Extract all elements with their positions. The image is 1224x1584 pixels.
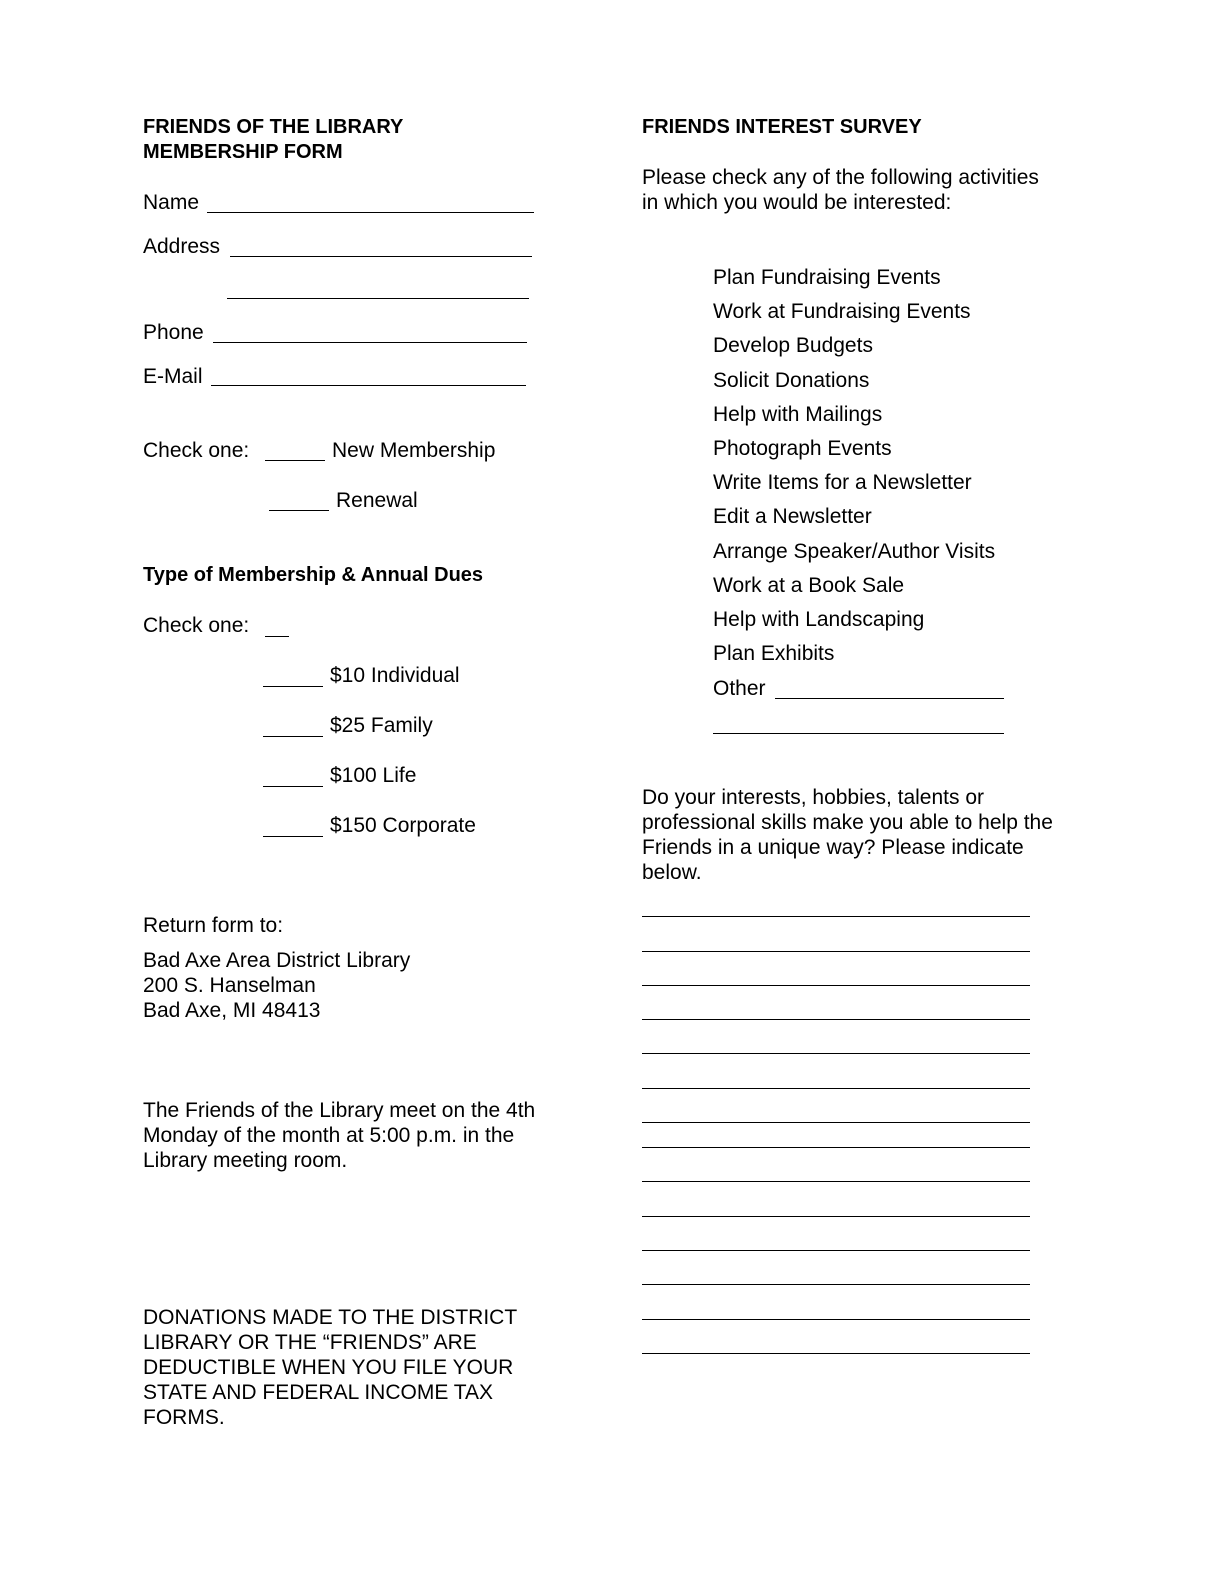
skills-answer-line[interactable] [642, 1216, 1030, 1217]
individual-label: $10 Individual [330, 664, 460, 687]
renewal-label: Renewal [336, 489, 418, 512]
activity-item[interactable]: Work at a Book Sale [713, 573, 905, 597]
new-membership-label: New Membership [332, 439, 496, 462]
phone-field[interactable] [213, 342, 527, 343]
skills-answer-line[interactable] [642, 1019, 1030, 1020]
skills-answer-line[interactable] [642, 1353, 1030, 1354]
skills-answer-line[interactable] [642, 985, 1030, 986]
activity-item[interactable]: Photograph Events [713, 436, 892, 460]
name-label: Name [143, 191, 200, 214]
return-address: Bad Axe Area District Library 200 S. Hanselman Bad Axe, MI 48413 [143, 949, 411, 1022]
activity-item[interactable]: Help with Landscaping [713, 607, 925, 631]
form-title-line1: FRIENDS OF THE LIBRARY [143, 116, 404, 138]
skills-answer-line[interactable] [642, 1122, 1030, 1123]
dues-check-one-blank[interactable] [265, 636, 289, 637]
skills-answer-line[interactable] [642, 1319, 1030, 1320]
renewal-checkbox[interactable] [269, 510, 329, 511]
life-label: $100 Life [330, 764, 417, 787]
phone-label: Phone [143, 321, 204, 344]
dues-heading: Type of Membership & Annual Dues [143, 564, 484, 586]
activity-item[interactable]: Write Items for a Newsletter [713, 471, 972, 495]
address-field-line1[interactable] [230, 256, 532, 257]
other-label: Other [713, 677, 766, 700]
activity-item[interactable]: Edit a Newsletter [713, 505, 872, 529]
form-title-line2: MEMBERSHIP FORM [143, 141, 343, 163]
activity-item[interactable]: Plan Exhibits [713, 642, 835, 666]
activity-item[interactable]: Work at Fundraising Events [713, 300, 971, 324]
individual-checkbox[interactable] [263, 686, 323, 687]
skills-answer-line[interactable] [642, 916, 1030, 917]
family-label: $25 Family [330, 714, 433, 737]
activity-item[interactable]: Solicit Donations [713, 368, 870, 392]
skills-answer-line[interactable] [642, 1053, 1030, 1054]
family-checkbox[interactable] [263, 736, 323, 737]
other-field-line1[interactable] [775, 698, 1004, 699]
email-field[interactable] [211, 385, 526, 386]
activity-item[interactable]: Help with Mailings [713, 402, 883, 426]
address-field-line2[interactable] [227, 298, 529, 299]
survey-intro: Please check any of the following activities in which you would be interested: [642, 166, 1039, 214]
life-checkbox[interactable] [263, 786, 323, 787]
skills-prompt: Do your interests, hobbies, talents or professional skills make you able to help the Friends in a unique way? Please indicate below. [642, 786, 1053, 884]
skills-answer-line[interactable] [642, 1088, 1030, 1089]
activity-item[interactable]: Develop Budgets [713, 334, 873, 358]
skills-answer-line[interactable] [642, 1284, 1030, 1285]
check-one-label: Check one: [143, 439, 250, 462]
form-title [143, 115, 403, 165]
new-membership-checkbox[interactable] [265, 460, 325, 461]
meeting-note: The Friends of the Library meet on the 4th Monday of the month at 5:00 p.m. in the Library meeting room. [143, 1099, 536, 1172]
corporate-checkbox[interactable] [263, 836, 323, 837]
activity-item[interactable]: Arrange Speaker/Author Visits [713, 539, 996, 563]
corporate-label: $150 Corporate [330, 814, 476, 837]
email-label: E-Mail [143, 365, 203, 388]
activity-list [713, 265, 995, 675]
activity-item[interactable]: Plan Fundraising Events [713, 266, 941, 289]
address-label: Address [143, 235, 221, 258]
skills-answer-line[interactable] [642, 1250, 1030, 1251]
dues-check-one-label: Check one: [143, 614, 250, 637]
name-field[interactable] [207, 212, 534, 213]
skills-answer-line[interactable] [642, 1181, 1030, 1182]
survey-title: FRIENDS INTEREST SURVEY [642, 116, 922, 138]
return-label: Return form to: [143, 914, 284, 937]
skills-answer-line[interactable] [642, 951, 1030, 952]
skills-answer-line[interactable] [642, 1147, 1030, 1148]
other-field-line2[interactable] [713, 733, 1004, 734]
donation-note: DONATIONS MADE TO THE DISTRICT LIBRARY OR THE “FRIENDS” ARE DEDUCTIBLE WHEN YOU FILE YOUR STATE AND FEDERAL INCOME TAX FORMS. [143, 1306, 518, 1429]
